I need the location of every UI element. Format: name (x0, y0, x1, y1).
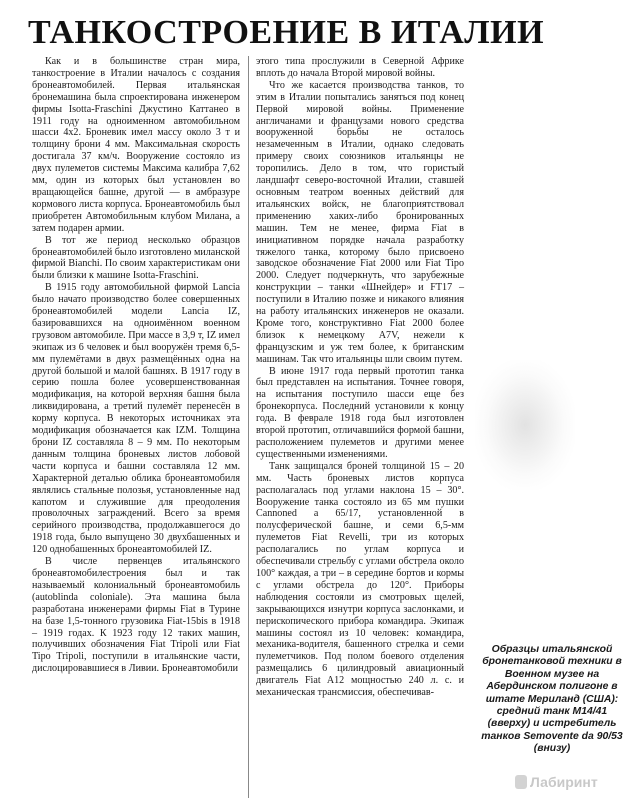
paragraph: Танк защищался броней толщиной 15 – 20 мм. Часть броневых листов корпуса располагалась под углами наклона 15 – 30°. Вооружение танка состояло из 65 мм пушки Cannoned a 65/17, установленной в полусферической башне, и семи 6,5-мм пулеметов Fiat Revelli, три из которых располагались по углам корпуса и обеспечивали стрельбу с углами обстрела около 100° каждая, а три – в середине бортов и кормы с углами обстрела до 120°. Приборы наблюдения состояли из смотровых щелей, закрывающихся изнутри корпуса заслонками, и перископического прибора командира. Экипаж машины состоял из 10 человек: командира, механика-водителя, башенного стрелка и семи пулеметчиков. Под полом боевого отделения размещались 6 цилиндровый авиационный двигатель Fiat A12 мощностью 240 л. с. и механическая трансмиссия, обеспечивав- (256, 460, 464, 699)
paragraph: В 1915 году автомобильной фирмой Lancia было начато производство более совершенных бронеавтомобилей модели Lancia IZ, базировавшихся на одноимённом военном грузовом автомобиле. При массе в 3,9 т, IZ имел экипаж из 6 человек и был вооружён тремя 6,5-мм пулемётами в двух размещённых одна на другой большой и малой башнях. В 1917 году в серию пошла более усовершенствованная модификация, на которой верхняя башня была ликвидирована, а третий пулемёт перенесён в корму корпуса. В некоторых источниках эта модификация обозначается как IZM. Толщина брони IZ составляла 8 – 9 мм. По некоторым данным толщина броневых листов лобовой части корпуса и башни составляла 12 мм. Характерной деталью облика бронеавтомобиля являлись стальные полозья, установленные над капотом и служившие для преодоления проволочных заграждений. Всего за время серийного производства, продолжавшегося до 1918 года, было выпущено 30 двухбашенных и 120 однобашенных бронеавтомобилей IZ. (32, 282, 240, 556)
watermark-icon (515, 775, 527, 789)
text-column-left (32, 56, 240, 675)
paragraph: этого типа прослужили в Северной Африке вплоть до начала Второй мировой войны. (256, 56, 464, 79)
paragraph: В июне 1917 года первый прототип танка был представлен на испытания. Точнее говоря, на испытания поступило шасси еще без бронекорпуса. Последний установили к концу года. В феврале 1918 года был изготовлен второй прототип, отличавшийся формой башни, расположением пулеметов и другими менее существенными изменениями. (256, 365, 464, 460)
watermark: Лабиринт (530, 774, 598, 790)
page-title: ТАНКОСТРОЕНИЕ В ИТАЛИИ (28, 14, 545, 51)
photo-caption: Образцы итальянской бронетанковой техники в Военном музее на Абердинском полигоне в штате Мериланд (США): средний танк M14/41 (вверху) и истребитель танков Semovente da 90/53 (внизу) (481, 644, 623, 755)
paragraph: В тот же период несколько образцов бронеавтомобилей было изготовлено миланской фирмой Bianchi. По своим характеристикам они были близки к машине Isotta-Fraschini. (32, 234, 240, 282)
paragraph: В числе первенцев итальянского бронеавтомобилестроения был и так называемый колониальный бронеавтомобиль (autoblinda coloniale). Эта машина была разработана инженерами фирмы Fiat в Турине на базе 1,5-тонного грузовика Fiat-15bis в 1918 – 1919 годах. К 1923 году 12 таких машин, получивших обозначения Fiat Tripoli или Fiat Tipo Tripoli, поступили в итальянские части, дислоцировавшиеся в Ливии. Бронеавтомобили (32, 556, 240, 675)
paragraph: Что же касается производства танков, то этим в Италии попытались заняться под конец Первой мировой войны. Применение англичанами и французами нового средства вооруженной борьбы не осталось незамеченным в Италии, однако следовать примеру своих союзников итальянцы не торопились. Дело в том, что гористый ландшафт северо-восточной Италии, ставшей основным театром военных действий для итальянских войск, не благоприятствовал применению хаких-либо бронированных машин. Тем не менее, фирма Fiat в инициативном порядке начала разработку тяжелого танка, которому было присвоено заводское обозначение Fiat 2000 или Fiat Tipo 2000. Следует подчеркнуть, что зарубежные конструкции – танки «Шнейдер» и FT17 – поступили в Италию позже и никакого влияния на работу итальянских инженеров не оказали. Кроме того, конструктивно Fiat 2000 более близок к немецкому A7V, нежели к французским и уж тем более, к британским машинам. Так что итальянцы шли своим путем. (256, 79, 464, 365)
column-divider (248, 56, 249, 798)
paragraph: Как и в большинстве стран мира, танкостроение в Италии началось с создания бронеавтомобилей. Первая итальянская бронемашина была спроектирована инженером фирмы Isotta-Fraschini Джустино Каттанео в 1911 году на одноименном автомобильном шасси 4x2. Броневик имел массу около 3 т и толщину брони 4 мм. Максимальная скорость достигала 37 км/ч. Вооружение состояло из двух пулеметов системы Максима калибра 7,62 мм, один из которых был установлен во вращающейся башне, другой — в амбразуре кормового листа корпуса. Бронеавтомобиль был приобретен Автомобильным клубом Милана, а затем подарен армии. (32, 56, 240, 234)
text-column-right (256, 56, 464, 699)
photo-smudge (475, 360, 575, 490)
